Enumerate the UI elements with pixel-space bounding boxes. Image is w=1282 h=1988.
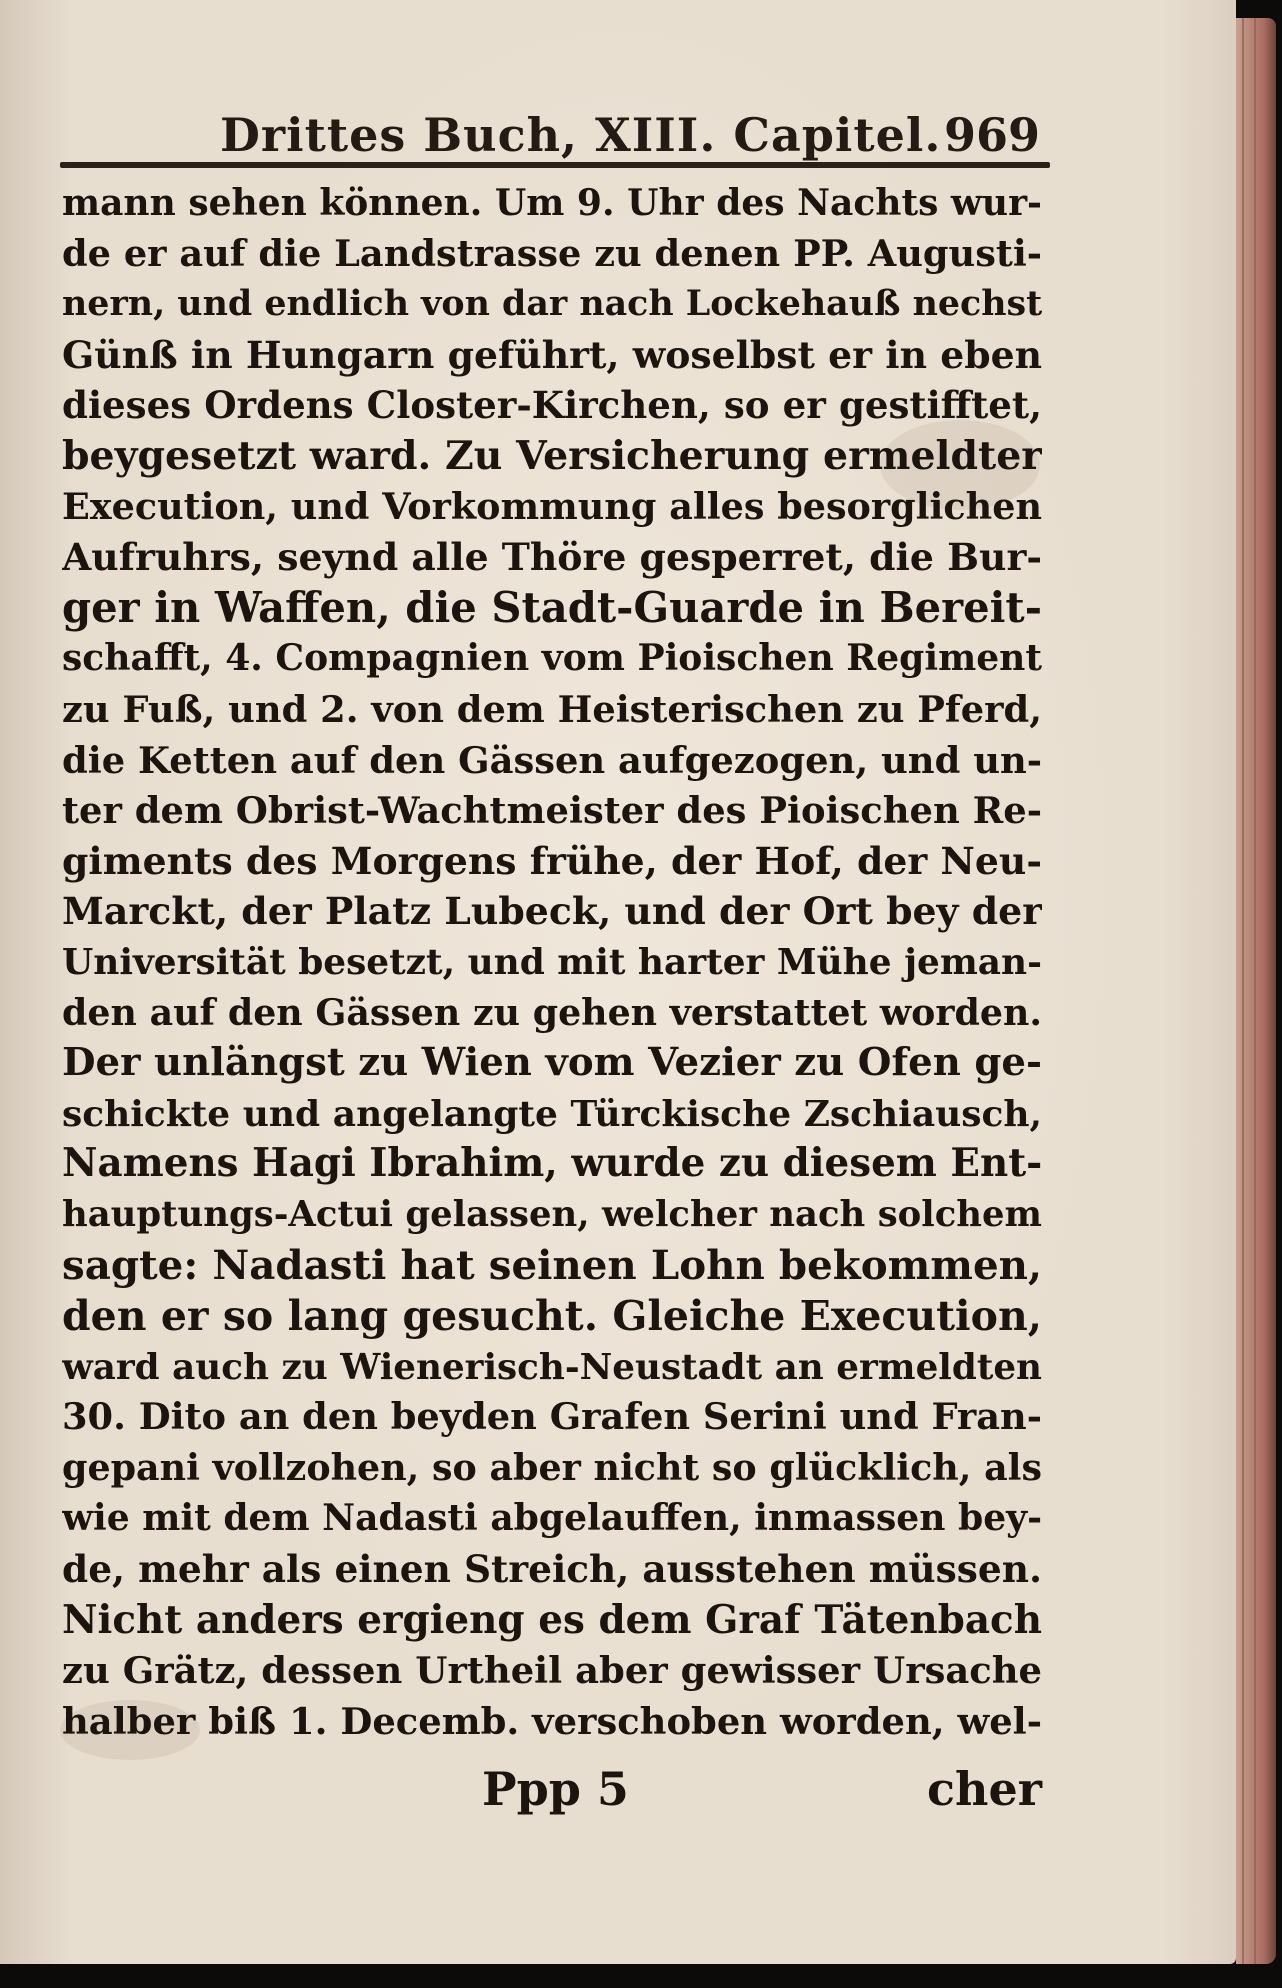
text-line: giments des Morgens frühe, der Hof, der Neu- bbox=[62, 838, 1042, 883]
text-line: Namens Hagi Ibrahim, wurde zu diesem Ent- bbox=[62, 1141, 1042, 1187]
text-line: dieses Ordens Closter-Kirchen, so er gestifftet, bbox=[62, 383, 1042, 428]
text-line: 30. Dito an den beyden Grafen Serini und Fran- bbox=[62, 1395, 1042, 1439]
text-line: de, mehr als einen Streich, ausstehen müssen. bbox=[62, 1547, 1042, 1592]
text-line: ward auch zu Wienerisch-Neustadt an ermeldten bbox=[62, 1345, 1042, 1388]
text-line: halber biß 1. Decemb. verschoben worden, wel- bbox=[62, 1698, 1042, 1743]
running-head: Drittes Buch, XIII. Capitel. bbox=[220, 108, 942, 162]
text-line: Execution, und Vorkommung alles besorglichen bbox=[62, 484, 1042, 528]
header-rule bbox=[60, 162, 1050, 168]
text-line: ter dem Obrist-Wachtmeister des Pioischen Re- bbox=[62, 788, 1042, 833]
text-line: beygesetzt ward. Zu Versicherung ermeldter bbox=[62, 432, 1042, 479]
page-edge bbox=[1236, 18, 1276, 1964]
text-line: Günß in Hungarn geführt, woselbst er in eben bbox=[62, 332, 1042, 377]
text-line: de er auf die Landstrasse zu denen PP. Augusti- bbox=[62, 231, 1042, 275]
text-line: mann sehen können. Um 9. Uhr des Nachts wur- bbox=[62, 182, 1042, 224]
text-line: sagte: Nadasti hat seinen Lohn bekommen, bbox=[62, 1241, 1042, 1290]
text-line: die Ketten auf den Gässen aufgezogen, und un- bbox=[62, 737, 1042, 782]
catchword: cher bbox=[927, 1762, 1042, 1816]
text-line: Der unlängst zu Wien vom Vezier zu Ofen ge- bbox=[62, 1040, 1042, 1086]
text-line: den er so lang gesucht. Gleiche Execution, bbox=[62, 1292, 1042, 1341]
page-footer bbox=[62, 1762, 1042, 1822]
page-header bbox=[220, 108, 1040, 168]
text-line: nern, und endlich von dar nach Lockehauß nechst bbox=[62, 283, 1042, 325]
text-line: schickte und angelangte Türckische Zschiausch, bbox=[62, 1092, 1042, 1135]
text-line: Nicht anders ergieng es dem Graf Tätenbach bbox=[62, 1596, 1042, 1643]
text-line: Aufruhrs, seynd alle Thöre gesperret, die Bur- bbox=[62, 535, 1042, 580]
text-line: schafft, 4. Compagnien vom Pioischen Regiment bbox=[62, 636, 1042, 680]
text-line: den auf den Gässen zu gehen verstattet worden. bbox=[62, 990, 1042, 1034]
text-line: gepani vollzohen, so aber nicht so glücklich, als bbox=[62, 1445, 1042, 1489]
text-line: zu Grätz, dessen Urtheil aber gewisser Ursache bbox=[62, 1648, 1042, 1693]
body-text bbox=[62, 178, 1042, 1746]
text-line: wie mit dem Nadasti abgelauffen, inmassen bey- bbox=[62, 1496, 1042, 1540]
page-number: 969 bbox=[943, 108, 1040, 162]
text-line: Universität besetzt, und mit harter Mühe jeman- bbox=[62, 940, 1042, 983]
text-line: hauptungs-Actui gelassen, welcher nach solchem bbox=[62, 1193, 1042, 1235]
text-line: Marckt, der Platz Lubeck, und der Ort bey der bbox=[62, 888, 1042, 934]
signature-mark: Ppp 5 bbox=[482, 1762, 629, 1816]
text-line: ger in Waffen, die Stadt-Guarde in Bereit- bbox=[62, 582, 1042, 632]
text-line: zu Fuß, und 2. von dem Heisterischen zu Pferd, bbox=[62, 686, 1042, 731]
